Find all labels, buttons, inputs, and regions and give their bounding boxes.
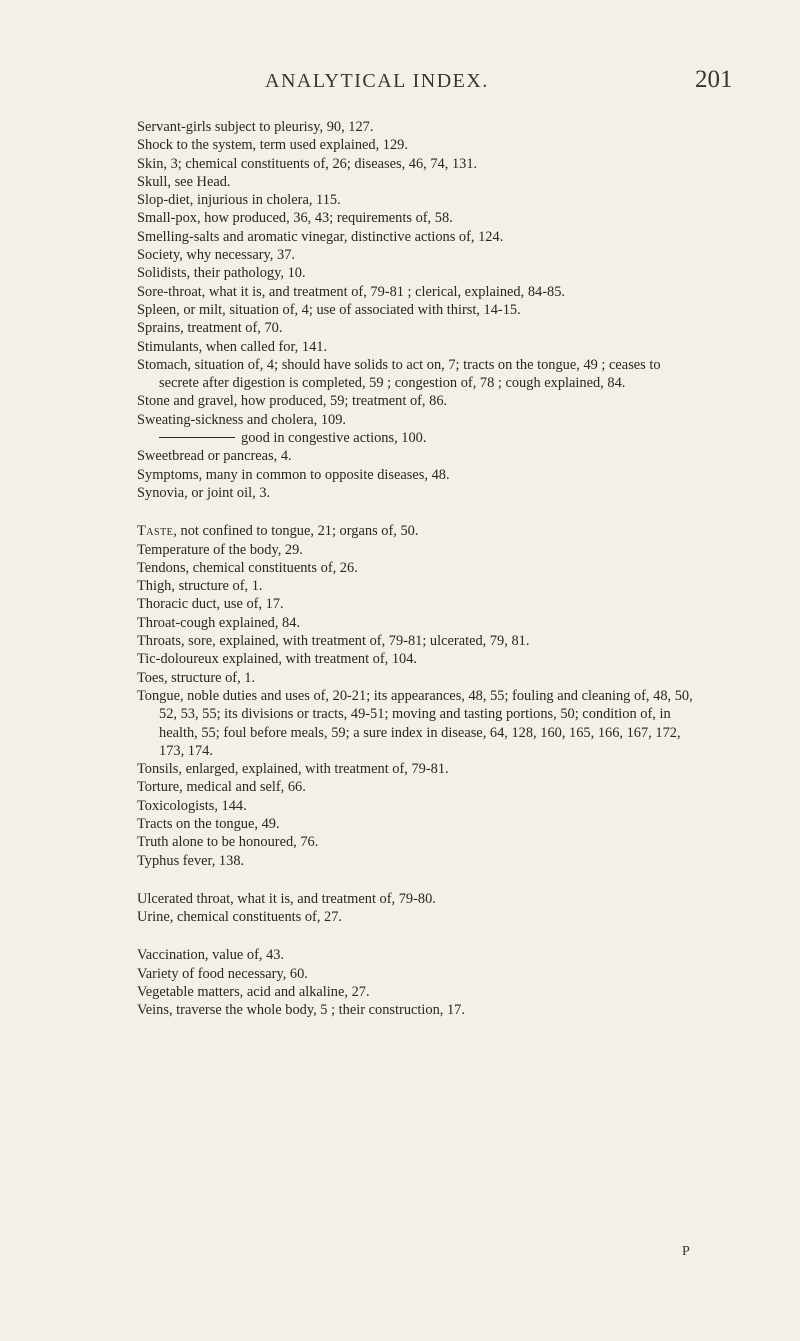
index-entry: Stomach, situation of, 4; should have solids to act on, 7; tracts on the tongue, 49 ; ceases to secrete after digestion is completed, 59 ; congestion of, 78 ; cough explained, 84. [137,356,661,392]
index-entry: Small-pox, how produced, 36, 43; requirements of, 58. [137,210,453,227]
index-body [137,118,697,1040]
index-entry: Society, why necessary, 37. [137,247,295,264]
index-entry: Sprains, treatment of, 70. [137,320,283,337]
index-entry: Thigh, structure of, 1. [137,578,263,595]
index-entry: Stone and gravel, how produced, 59; treatment of, 86. [137,393,448,410]
index-entry: Sweating-sickness and cholera, 109. [137,411,347,428]
index-entry: Skull, see Head. [137,173,231,190]
index-entry: Skin, 3; chemical constituents of, 26; diseases, 46, 74, 131. [137,155,478,172]
index-entry: Servant-girls subject to pleurisy, 90, 127. [137,119,374,135]
index-entry: Temperature of the body, 29. [137,541,303,558]
index-group-s [137,118,697,502]
entry-text: , not confined to tongue, 21; organs of, 50. [173,523,419,540]
page-number: 201 [695,66,733,93]
index-entry: Tendons, chemical constituents of, 26. [137,559,358,576]
index-entry: Tic-doloureux explained, with treatment of, 104. [137,651,418,668]
index-entry: Typhus fever, 138. [137,852,245,869]
index-entry: Thoracic duct, use of, 17. [137,596,284,613]
index-entry: Truth alone to be honoured, 76. [137,834,319,851]
index-entry [137,522,697,540]
index-entry: Ulcerated throat, what it is, and treatment of, 79-80. [137,890,436,907]
index-entry: Synovia, or joint oil, 3. [137,484,271,501]
index-entry: Vaccination, value of, 43. [137,947,285,964]
ditto-dash [159,437,235,438]
index-entry: Sweetbread or pancreas, 4. [137,448,292,465]
index-entry: Solidists, their pathology, 10. [137,265,306,282]
index-group-t [137,522,697,870]
index-entry: Torture, medical and self, 66. [137,779,306,796]
running-title: ANALYTICAL INDEX. [265,70,489,92]
index-entry: Toes, structure of, 1. [137,669,256,686]
index-entry: Slop-diet, injurious in cholera, 115. [137,192,341,209]
index-entry: Smelling-salts and aromatic vinegar, distinctive actions of, 124. [137,228,504,245]
index-entry: Tracts on the tongue, 49. [137,815,280,832]
index-entry: Throats, sore, explained, with treatment of, 79-81; ulcerated, 79, 81. [137,633,530,650]
sub-entry-text: good in congestive actions, 100. [241,430,427,447]
index-entry: Tongue, noble duties and uses of, 20-21; its appearances, 48, 55; fouling and cleaning of, 48, 50, 52, 53, 55; its divisions or tracts, 49-51; moving and tasting portions, 50; condition of, in health, 55; foul before meals, 59; a sure index in disease, 64, 128, 160, 165, 166, 167, 172, 173, 174. [137,687,693,759]
headword-small-caps: Taste [137,523,174,540]
index-entry: Vegetable matters, acid and alkaline, 27. [137,984,370,1001]
index-entry: Stimulants, when called for, 141. [137,338,328,355]
index-entry: Veins, traverse the whole body, 5 ; their construction, 17. [137,1002,465,1019]
index-entry: Tonsils, enlarged, explained, with treatment of, 79-81. [137,761,449,778]
index-entry: Sore-throat, what it is, and treatment of, 79-81 ; clerical, explained, 84-85. [137,283,565,300]
index-group-u [137,890,697,927]
index-entry: Throat-cough explained, 84. [137,614,301,631]
index-entry: Symptoms, many in common to opposite diseases, 48. [137,466,450,483]
index-entry: Urine, chemical constituents of, 27. [137,909,343,926]
index-sub-entry [137,429,697,447]
running-head [0,66,800,100]
index-entry: Toxicologists, 144. [137,797,247,814]
index-entry: Variety of food necessary, 60. [137,965,308,982]
printer-signature-mark: P [682,1244,690,1259]
index-group-v [137,946,697,1019]
index-entry: Spleen, or milt, situation of, 4; use of associated with thirst, 14-15. [137,301,521,318]
index-entry: Shock to the system, term used explained, 129. [137,137,408,154]
